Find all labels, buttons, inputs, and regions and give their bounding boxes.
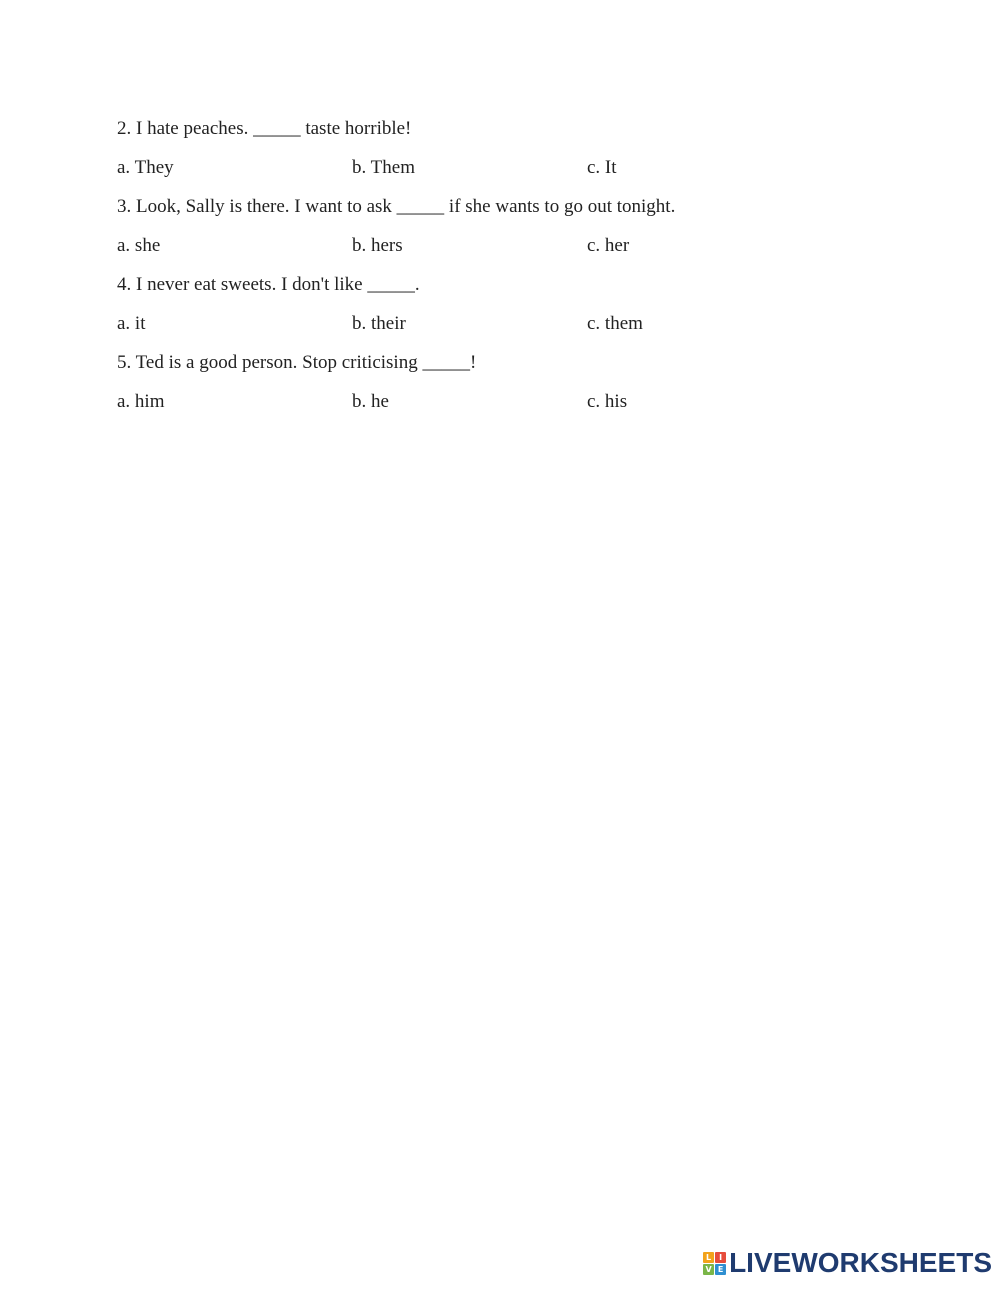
logo-tile-i: I	[715, 1252, 726, 1263]
option-b[interactable]: b. he	[352, 391, 389, 412]
options-5	[117, 389, 877, 415]
option-b[interactable]: b. their	[352, 313, 406, 334]
option-b[interactable]: b. Them	[352, 157, 415, 178]
options-2	[117, 155, 877, 181]
logo-tile-e: E	[715, 1264, 726, 1275]
option-c[interactable]: c. It	[587, 157, 617, 178]
options-3	[117, 233, 877, 259]
question-4: 4. I never eat sweets. I don't like _____.	[117, 274, 420, 295]
question-5: 5. Ted is a good person. Stop criticising _____!	[117, 352, 477, 373]
option-a[interactable]: a. him	[117, 391, 165, 412]
options-4	[117, 311, 877, 337]
option-a[interactable]: a. she	[117, 235, 161, 256]
liveworksheets-logo-icon	[703, 1252, 726, 1275]
question-3: 3. Look, Sally is there. I want to ask _____ if she wants to go out tonight.	[117, 196, 676, 217]
question-2: 2. I hate peaches. _____ taste horrible!	[117, 118, 412, 139]
option-c[interactable]: c. her	[587, 235, 630, 256]
logo-tile-v: V	[703, 1264, 714, 1275]
brand-wordmark: LIVEWORKSHEETS	[729, 1247, 992, 1278]
option-c[interactable]: c. his	[587, 391, 628, 412]
logo-tile-l: L	[703, 1252, 714, 1263]
option-b[interactable]: b. hers	[352, 235, 403, 256]
worksheet	[117, 116, 877, 428]
option-a[interactable]: a. They	[117, 157, 174, 178]
liveworksheets-brand	[703, 1248, 992, 1278]
option-a[interactable]: a. it	[117, 313, 146, 334]
option-c[interactable]: c. them	[587, 313, 643, 334]
